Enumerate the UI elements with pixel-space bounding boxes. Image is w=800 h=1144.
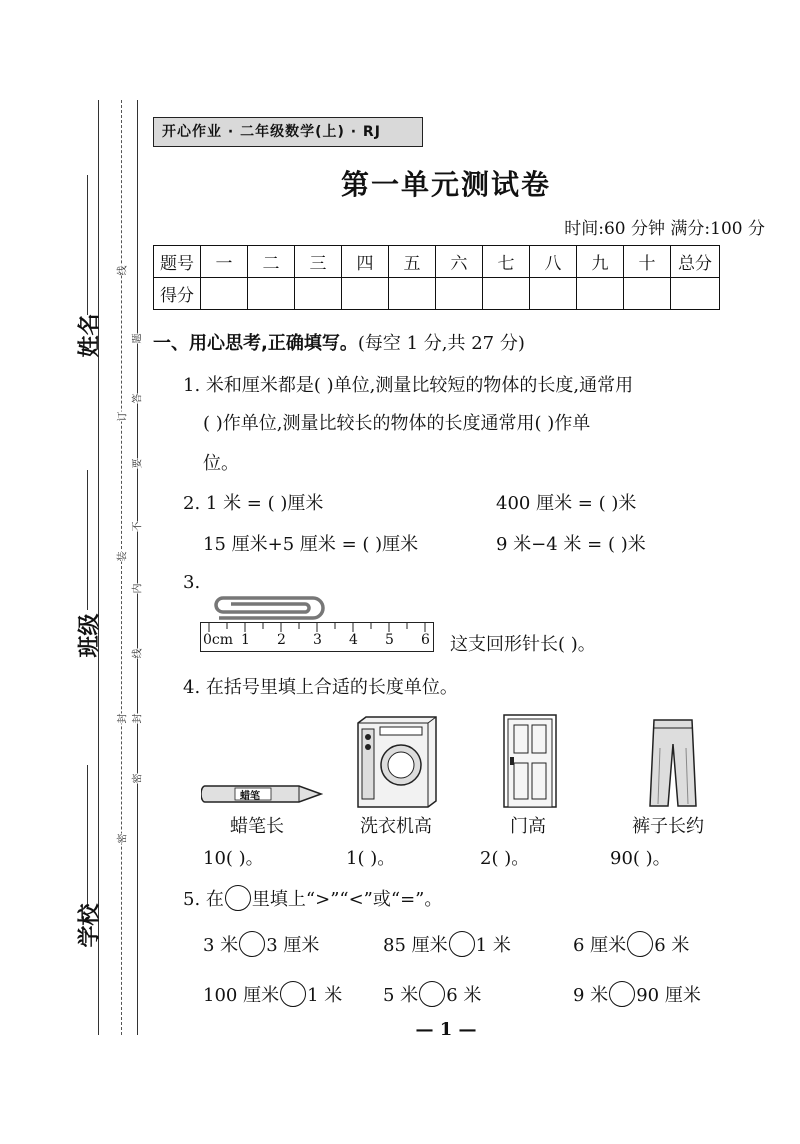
item-caption: 洗衣机高 (360, 816, 432, 837)
compare-right: 6 米 (654, 935, 690, 956)
item-fill: 2( )。 (480, 848, 530, 869)
section-heading (153, 329, 525, 355)
seal-char: 要 (128, 459, 145, 469)
table-cell: 八 (530, 246, 577, 278)
section-heading-note: (每空 1 分,共 27 分) (357, 333, 525, 354)
book-header-band: 开心作业 · 二年级数学(上) · RJ (153, 117, 423, 147)
compare-right: 6 米 (446, 985, 482, 1006)
table-cell: 六 (436, 246, 483, 278)
page-title: 第一单元测试卷 (340, 168, 551, 201)
compare-item (203, 931, 319, 959)
table-cell: 题号 (154, 246, 201, 278)
score-cell[interactable] (577, 278, 624, 310)
door-icon (502, 713, 558, 809)
q2-b: 400 厘米 = ( )米 (496, 493, 637, 514)
score-cell[interactable] (483, 278, 530, 310)
page-number: — 1 — (415, 1019, 477, 1040)
seal-char: 不 (128, 522, 145, 532)
compare-item (573, 981, 701, 1009)
score-cell[interactable] (389, 278, 436, 310)
compare-right: 1 米 (307, 985, 343, 1006)
item-caption: 蜡笔长 (230, 816, 284, 837)
seal-char: 线 (113, 266, 130, 276)
ruler-label: 2 (277, 632, 286, 648)
table-cell: 十 (624, 246, 671, 278)
table-row (154, 246, 720, 278)
class-label: 班级 (77, 613, 103, 658)
seal-char: 封 (128, 714, 145, 724)
score-table (153, 245, 720, 310)
crayon-label: 蜡笔 (240, 791, 260, 802)
ruler (200, 622, 434, 652)
compare-right: 3 厘米 (266, 935, 320, 956)
binding-dash-line (121, 100, 122, 1035)
seal-char: 密 (128, 774, 145, 784)
seal-char: 装 (113, 552, 130, 562)
score-cell[interactable] (248, 278, 295, 310)
seal-char: 订 (113, 412, 130, 422)
score-cell[interactable] (671, 278, 720, 310)
ruler-label: 0cm (203, 632, 234, 648)
class-underline (87, 470, 88, 610)
q3-answer: 这支回形针长( )。 (450, 634, 596, 655)
ruler-label: 3 (313, 632, 322, 648)
compare-item (203, 981, 342, 1009)
compare-left: 85 厘米 (383, 935, 448, 956)
compare-circle[interactable] (280, 981, 306, 1007)
compare-circle[interactable] (239, 931, 265, 957)
compare-circle[interactable] (419, 981, 445, 1007)
seal-char: 题 (128, 334, 145, 344)
ruler-label: 1 (241, 632, 250, 648)
score-cell[interactable] (624, 278, 671, 310)
seal-char: 答 (128, 394, 145, 404)
score-cell[interactable] (342, 278, 389, 310)
table-cell: 二 (248, 246, 295, 278)
q2-d: 9 米−4 米 = ( )米 (496, 534, 646, 555)
table-cell: 七 (483, 246, 530, 278)
table-cell: 得分 (154, 278, 201, 310)
item-caption: 门高 (510, 816, 546, 837)
ruler-label: 4 (349, 632, 358, 648)
table-cell: 一 (201, 246, 248, 278)
q3-number: 3. (183, 572, 201, 593)
compare-circle[interactable] (627, 931, 653, 957)
table-cell: 三 (295, 246, 342, 278)
compare-left: 9 米 (573, 985, 609, 1006)
crayon-icon (201, 784, 323, 804)
school-underline (87, 765, 88, 905)
q5-title-post: 里填上“>”“<”或“=”。 (251, 889, 443, 910)
compare-item (573, 931, 689, 959)
compare-circle[interactable] (449, 931, 475, 957)
q5-title (183, 885, 442, 913)
circle-icon (225, 885, 251, 911)
table-cell: 总分 (671, 246, 720, 278)
compare-left: 6 厘米 (573, 935, 627, 956)
item-caption: 裤子长约 (632, 816, 704, 837)
table-row (154, 278, 720, 310)
item-fill: 1( )。 (346, 848, 396, 869)
name-label: 姓名 (77, 313, 103, 358)
q1-line1: 1. 米和厘米都是( )单位,测量比较短的物体的长度,通常用 (183, 375, 634, 396)
seal-char: 线 (128, 649, 145, 659)
compare-right: 1 米 (475, 935, 511, 956)
q2-a: 2. 1 米 = ( )厘米 (183, 493, 324, 514)
compare-left: 100 厘米 (203, 985, 280, 1006)
compare-right: 90 厘米 (636, 985, 701, 1006)
compare-left: 3 米 (203, 935, 239, 956)
trousers-icon (648, 718, 698, 808)
paperclip-icon (205, 590, 325, 624)
table-cell: 九 (577, 246, 624, 278)
seal-char: 封 (113, 714, 130, 724)
score-cell[interactable] (436, 278, 483, 310)
compare-circle[interactable] (609, 981, 635, 1007)
q2-c: 15 厘米+5 厘米 = ( )厘米 (203, 534, 419, 555)
table-cell: 四 (342, 246, 389, 278)
compare-left: 5 米 (383, 985, 419, 1006)
q4-title: 4. 在括号里填上合适的长度单位。 (183, 677, 458, 698)
q5-title-pre: 5. 在 (183, 889, 224, 910)
seal-char: 内 (128, 584, 145, 594)
score-cell[interactable] (295, 278, 342, 310)
item-fill: 10( )。 (203, 848, 264, 869)
score-cell[interactable] (201, 278, 248, 310)
time-score-info: 时间:60 分钟 满分:100 分 (564, 219, 765, 239)
item-fill: 90( )。 (610, 848, 671, 869)
washing-machine-icon (356, 715, 438, 809)
compare-item (383, 981, 481, 1009)
q1-line2: ( )作单位,测量比较长的物体的长度通常用( )作单 (203, 413, 591, 434)
section-heading-bold: 一、用心思考,正确填写。 (153, 333, 358, 354)
q1-line3: 位。 (203, 453, 239, 474)
ruler-label: 5 (385, 632, 394, 648)
seal-char: 密 (113, 834, 130, 844)
binding-line (137, 100, 138, 1035)
ruler-label: 6 (421, 632, 430, 648)
table-cell: 五 (389, 246, 436, 278)
school-label: 学校 (77, 903, 103, 948)
compare-item (383, 931, 511, 959)
score-cell[interactable] (530, 278, 577, 310)
